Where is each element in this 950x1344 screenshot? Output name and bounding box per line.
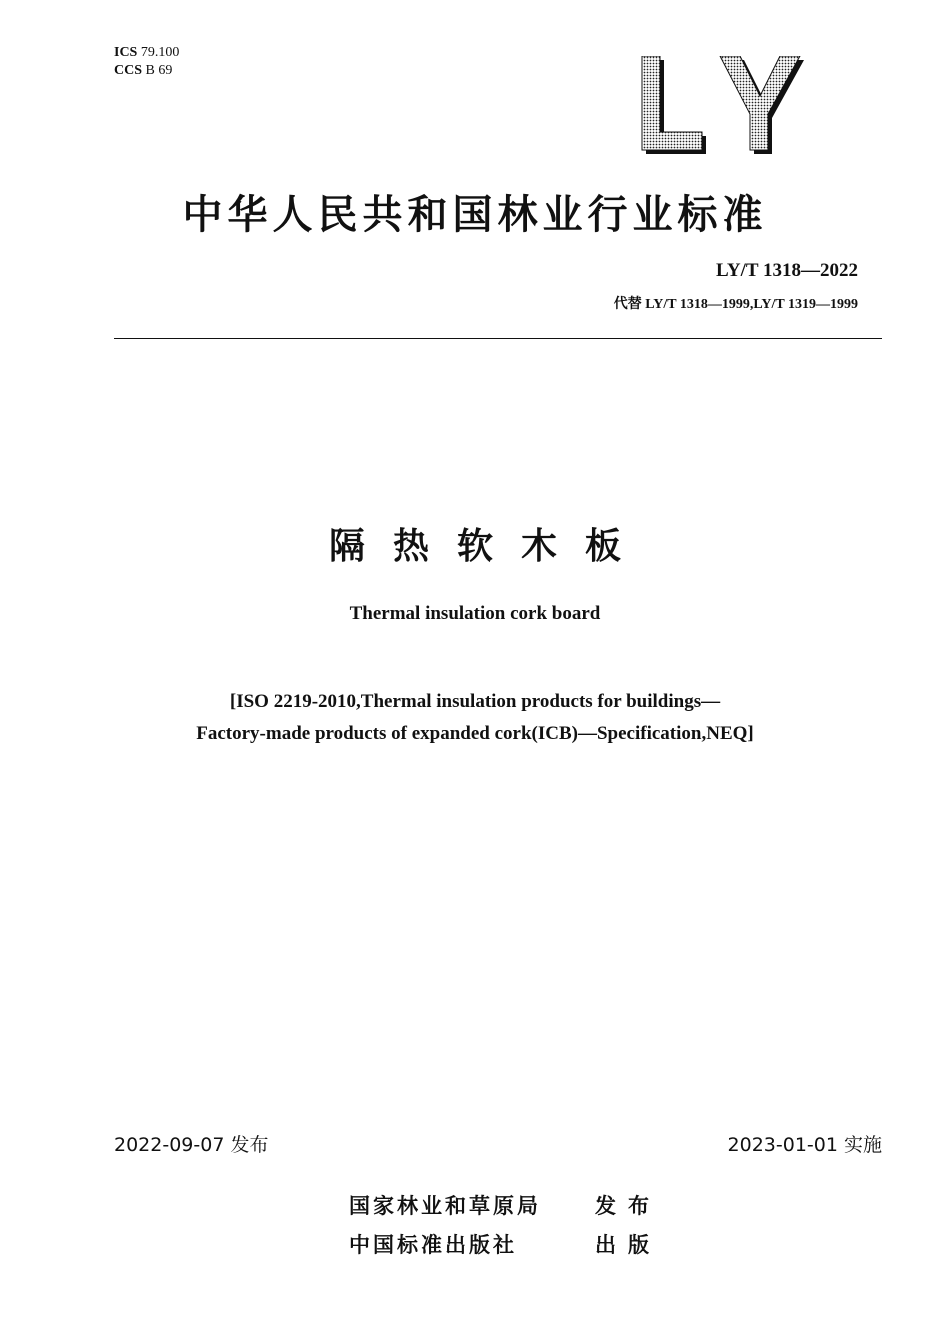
standard-number: LY/T 1318—2022 (715, 260, 858, 281)
ics-value: 79.100 (140, 45, 180, 60)
publisher-press (349, 1229, 669, 1259)
implementation-date: 2023-01-01 实施 (727, 1134, 882, 1156)
publisher-action: 出版 (595, 1233, 661, 1257)
ics-line (114, 44, 179, 62)
ics-label: ICS (114, 45, 138, 60)
publisher-name: 中国标准出版社 (349, 1233, 517, 1257)
ccs-label: CCS (114, 63, 143, 78)
ccs-value: B 69 (145, 63, 173, 78)
publisher-name: 国家林业和草原局 (349, 1194, 541, 1218)
publisher-issuer (349, 1190, 669, 1220)
iso-reference-line-1: [ISO 2219-2010,Thermal insulation products for buildings— (229, 691, 721, 712)
classification-codes (114, 44, 179, 80)
issuing-body-title: 中华人民共和国林业行业标准 (182, 192, 768, 238)
issue-date: 2022-09-07 发布 (114, 1134, 269, 1156)
document-title-en: Thermal insulation cork board (349, 603, 601, 624)
ly-logo (640, 56, 805, 154)
iso-reference (0, 686, 950, 750)
iso-reference-line-2: Factory-made products of expanded cork(ICB)—Specification,NEQ] (196, 723, 754, 744)
header-divider (114, 338, 882, 339)
document-title-cn: 隔热软木板 (328, 526, 649, 567)
replaces-standards: 代替 LY/T 1318—1999,LY/T 1319—1999 (613, 297, 858, 312)
ccs-line (114, 62, 179, 80)
publisher-action: 发布 (595, 1194, 661, 1218)
ly-letter-y (720, 56, 800, 150)
ly-letter-l (642, 56, 702, 150)
